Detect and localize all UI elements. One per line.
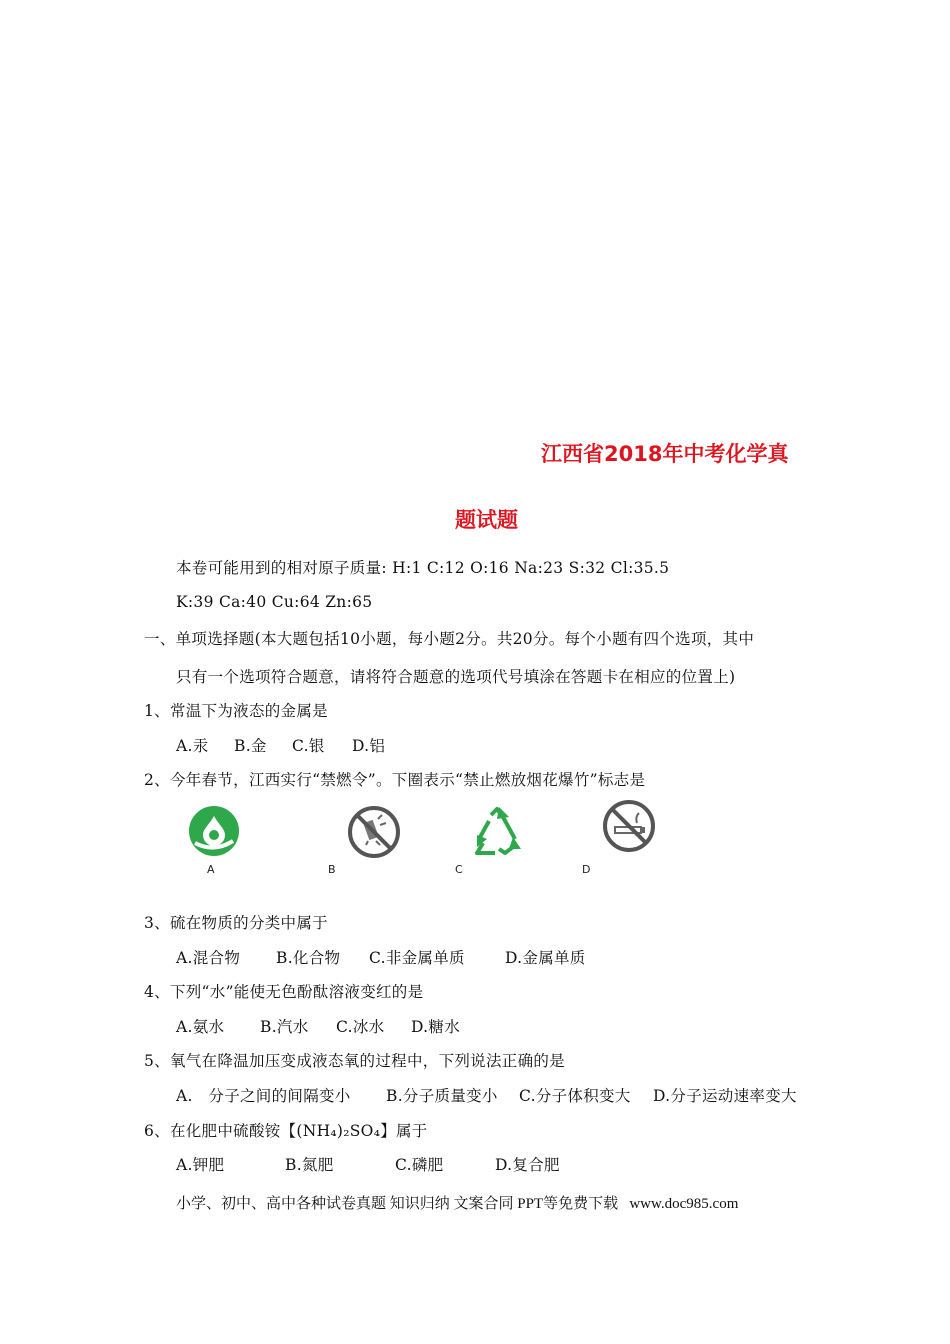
question-4-options <box>176 1015 460 1037</box>
no-fireworks-icon <box>346 805 402 859</box>
option: B.汽水 <box>260 1018 309 1036</box>
water-saving-green-icon <box>187 805 241 857</box>
title-line-1: 江西省2018年中考化学真 <box>541 442 789 466</box>
option: A.混合物 <box>176 949 241 967</box>
option: D.糖水 <box>411 1018 461 1036</box>
image-label-d: D <box>582 863 591 876</box>
option: B.氮肥 <box>285 1156 334 1174</box>
question-6-options <box>176 1153 560 1175</box>
atomic-masses-line-1: 本卷可能用到的相对原子质量: H:1 C:12 O:16 Na:23 S:32 Cl:35.5 <box>176 559 670 577</box>
question-3-options <box>176 946 586 968</box>
recycle-icon <box>469 805 525 859</box>
no-smoking-icon <box>601 799 657 853</box>
question-3-stem: 3、硫在物质的分类中属于 <box>144 914 328 932</box>
option: C.冰水 <box>336 1018 385 1036</box>
footer-text: 小学、初中、高中各种试卷真题 知识归纳 文案合同 PPT等免费下载 www.doc985.com <box>176 1196 739 1212</box>
option: C.磷肥 <box>395 1156 444 1174</box>
question-5-stem: 5、氧气在降温加压变成液态氧的过程中，下列说法正确的是 <box>144 1052 565 1070</box>
option: A. 分子之间的间隔变小 <box>176 1087 351 1105</box>
image-label-a: A <box>207 863 215 876</box>
question-1-stem: 1、常温下为液态的金属是 <box>144 702 328 720</box>
option: A.氨水 <box>176 1018 225 1036</box>
question-6-stem: 6、在化肥中硫酸铵【(NH₄)₂SO₄】属于 <box>144 1122 428 1140</box>
atomic-masses-line-2: K:39 Ca:40 Cu:64 Zn:65 <box>176 593 373 611</box>
question-4-stem: 4、下列“水”能使无色酚酞溶液变红的是 <box>144 983 424 1001</box>
option: B.化合物 <box>276 949 341 967</box>
question-5-options <box>176 1084 797 1106</box>
option: D.分子运动速率变大 <box>653 1087 797 1105</box>
option: C.非金属单质 <box>369 949 465 967</box>
option: A.钾肥 <box>176 1156 225 1174</box>
option: C.分子体积变大 <box>519 1087 631 1105</box>
question-1-options <box>176 734 385 756</box>
question-2-stem: 2、今年春节，江西实行“禁燃令”。下圈表示“禁止燃放烟花爆竹”标志是 <box>144 771 646 789</box>
option: C.银 <box>292 737 325 755</box>
option: B.分子质量变小 <box>386 1087 498 1105</box>
option: D.金属单质 <box>505 949 586 967</box>
section-heading-line-2: 只有一个选项符合题意，请将符合题意的选项代号填涂在答题卡在相应的位置上) <box>176 668 736 686</box>
section-heading-line-1: 一、单项选择题(本大题包括10小题，每小题2分。共20分。每个小题有四个选项，其中 <box>144 630 755 648</box>
title-line-2: 题试题 <box>455 508 518 532</box>
image-label-b: B <box>328 863 336 876</box>
option: A.汞 <box>176 737 209 755</box>
image-label-c: C <box>455 863 463 876</box>
option: D.铝 <box>352 737 386 755</box>
option: D.复合肥 <box>495 1156 560 1174</box>
option: B.金 <box>234 737 267 755</box>
